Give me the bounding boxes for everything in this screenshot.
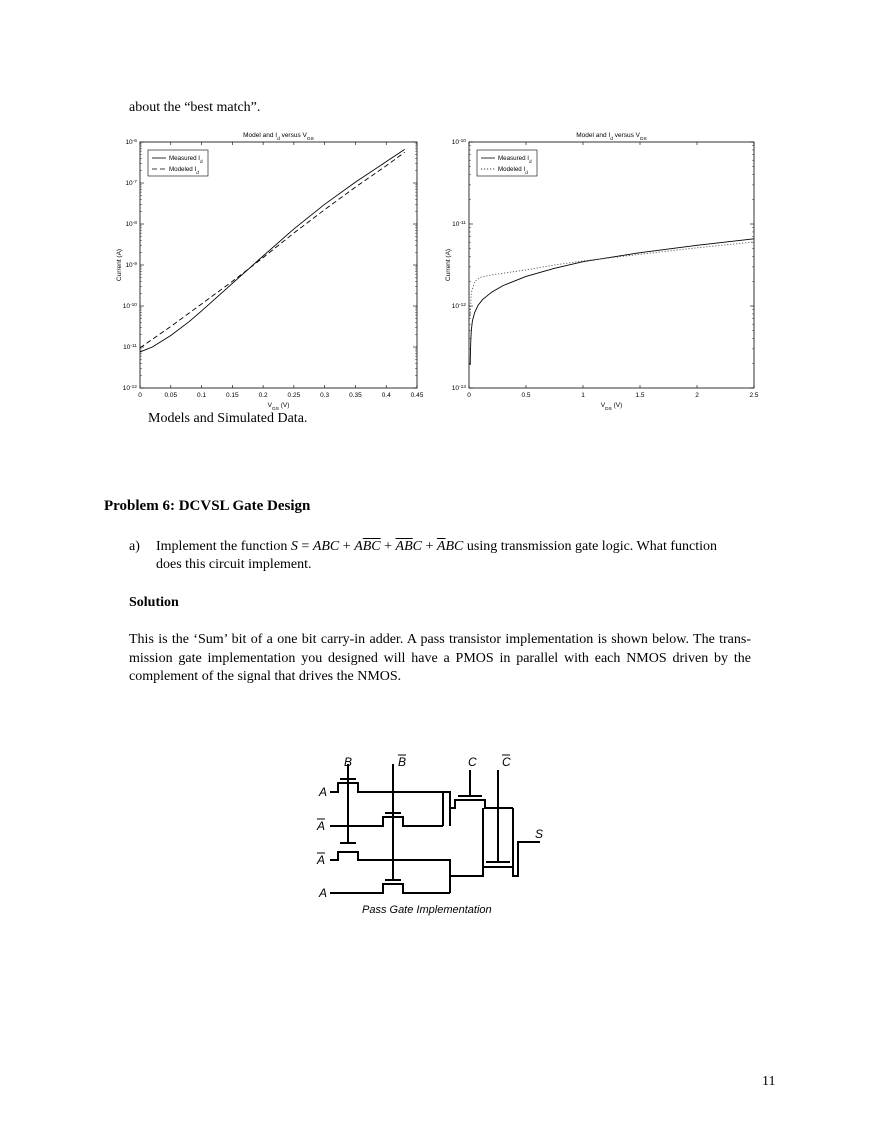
- page-number: 11: [762, 1074, 776, 1089]
- eq-term-3a: $\overline{A}$: [395, 539, 405, 554]
- s-output: [513, 808, 540, 876]
- label-c: C: [468, 755, 477, 769]
- x-tick-label: 0.15: [226, 392, 239, 399]
- label-a2: A: [319, 886, 328, 900]
- plot-frame: [140, 142, 417, 388]
- solution-line-2: mission gate implementation you designed will have a PMOS in parallel with each NMOS driven by the: [129, 650, 751, 666]
- x-tick-label: 0: [138, 392, 142, 399]
- legend-label: Modeled $I_d$: [498, 166, 528, 175]
- eq-plus-3: +: [422, 539, 437, 554]
- circuit-caption: Pass Gate Implementation: [362, 904, 492, 916]
- y-tick-label: $10^{-12}$: [451, 302, 466, 310]
- cbar-gate-path: [450, 867, 513, 876]
- y-tick-label: $10^{-10}$: [122, 302, 137, 310]
- eq-term-3c: C: [412, 539, 423, 554]
- label-abar2: A: [317, 853, 326, 867]
- x-axis-label: $V_{GS}$ (V): [267, 402, 290, 412]
- chart-title: Model and $I_d$ versus $V_{DS}$: [576, 132, 647, 142]
- eq-term-1: ABC: [312, 539, 340, 554]
- y-tick-label: $10^{-6}$: [125, 138, 137, 146]
- y-tick-label: $10^{-13}$: [451, 384, 466, 392]
- problem-heading: Problem 6: DCVSL Gate Design: [104, 498, 311, 514]
- eq-term-4b: BC: [445, 539, 464, 554]
- x-tick-label: 2: [695, 392, 699, 399]
- eq-equals: =: [297, 539, 313, 554]
- eq-term-4a: $\overline{A}$: [436, 539, 446, 554]
- y-tick-label: $10^{-11}$: [452, 220, 466, 228]
- eq-plus-2: +: [380, 539, 396, 554]
- legend-label: Measured $I_d$: [498, 155, 532, 164]
- x-tick-label: 1.5: [635, 392, 645, 399]
- label-b: B: [344, 755, 353, 769]
- solution-line-1: This is the ‘Sum’ bit of a one bit carry-in adder. A pass transistor implementation is shown below. The trans-: [129, 632, 751, 647]
- chart-id-vs-vgs: [110, 125, 430, 415]
- x-tick-label: 0.25: [287, 392, 301, 399]
- label-s: S: [535, 827, 544, 841]
- part-a-line-2: does this circuit implement.: [156, 557, 312, 572]
- label-a1: A: [319, 785, 328, 799]
- x-tick-label: 2.5: [749, 392, 759, 399]
- x-tick-label: 1: [581, 392, 585, 399]
- x-tick-label: 0.3: [320, 392, 330, 399]
- legend-label: Modeled $I_d$: [169, 166, 199, 175]
- x-tick-label: 0.05: [164, 392, 178, 399]
- part-a-text-2: using transmission gate logic. What function: [463, 539, 718, 554]
- x-tick-label: 0.1: [197, 392, 207, 399]
- eq-plus-1: +: [339, 539, 355, 554]
- x-tick-label: 0: [467, 392, 471, 399]
- a2-path: [330, 884, 450, 893]
- y-tick-label: $10^{-11}$: [123, 343, 137, 351]
- y-axis-label: Current (A): [116, 248, 123, 282]
- x-tick-label: 0.45: [410, 392, 424, 399]
- chart-title: Model and $I_d$ versus $V_{GS}$: [243, 132, 314, 142]
- x-tick-label: 0.2: [258, 392, 268, 399]
- eq-term-3b: $\overline{B}$: [404, 539, 413, 554]
- y-axis-label: Current (A): [445, 248, 452, 282]
- eq-term-2b: $\overline{BC}$: [362, 539, 381, 554]
- plot-frame: [469, 142, 754, 388]
- intro-text: about the “best match”.: [129, 100, 261, 115]
- eq-term-2a: A: [354, 539, 363, 554]
- solution-heading: Solution: [129, 595, 179, 610]
- x-tick-label: 0.5: [521, 392, 531, 399]
- x-axis-label: $V_{DS}$ (V): [600, 402, 623, 412]
- x-tick-label: 0.35: [349, 392, 362, 399]
- label-bbar: B: [398, 755, 407, 769]
- legend-label: Measured $I_d$: [169, 155, 203, 164]
- y-tick-label: $10^{-12}$: [122, 384, 137, 392]
- eq-s: S: [290, 539, 298, 554]
- abar1-path: [330, 817, 443, 826]
- y-tick-label: $10^{-10}$: [451, 138, 466, 146]
- figure-caption: Models and Simulated Data.: [148, 411, 308, 426]
- label-abar1: A: [317, 819, 326, 833]
- part-a-text-1: Implement the function: [156, 539, 291, 554]
- label-cbar: C: [502, 755, 511, 769]
- y-tick-label: $10^{-9}$: [125, 261, 137, 269]
- series-dotted: [470, 242, 754, 316]
- part-label: a): [129, 539, 140, 554]
- y-tick-label: $10^{-7}$: [125, 179, 137, 187]
- chart-id-vs-vds: [440, 125, 770, 415]
- c-gate-path: [443, 792, 513, 808]
- solution-line-3: complement of the signal that drives the NMOS.: [129, 669, 402, 684]
- x-tick-label: 0.4: [381, 392, 391, 399]
- abar2-path: [330, 852, 450, 893]
- y-tick-label: $10^{-8}$: [125, 220, 137, 228]
- top-path-wire: [330, 783, 443, 826]
- series-dashed: [140, 152, 405, 348]
- part-a-line-1: [156, 538, 752, 556]
